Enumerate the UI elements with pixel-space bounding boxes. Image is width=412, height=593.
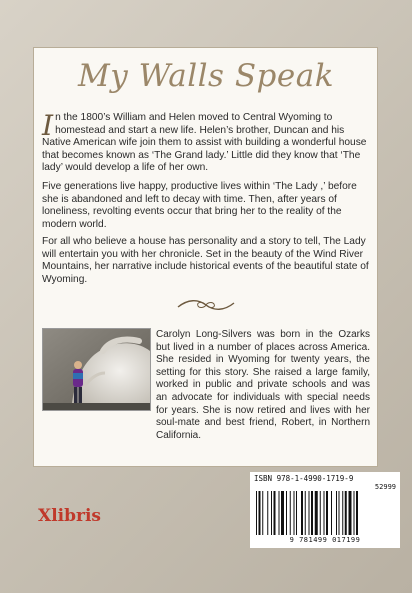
barcode-stripe [339,491,340,535]
barcode-stripe [271,491,272,535]
barcode-digits: 9 781499 017199 [289,536,361,544]
barcode-stripe [326,491,328,535]
barcode-stripe [320,491,321,535]
barcode-stripe [331,491,332,535]
barcode-stripe [274,491,276,535]
barcode-stripe [259,491,261,535]
barcode-stripe [290,491,291,535]
barcode-stripe [311,491,313,535]
author-photo [42,328,151,411]
price-code: 52999 [374,483,396,491]
barcode-stripe [356,491,358,535]
barcode-stripe [354,491,355,535]
barcode-stripe [301,491,303,535]
barcode-stripe [256,491,257,535]
ornament-swirl-icon [176,297,236,313]
barcode-stripe [305,491,306,535]
blurb-paragraph-1-text: n the 1800’s William and Helen moved to Central Wyoming to homestead and start a new life. Helen’s brother, Duncan and his Native American wife join them to assist with building a wonderful house that becomes known as ‘The Grand lady.’ Little did they know that ‘The lady’ would develop a life of her own. [42,112,367,174]
barcode-stripe [279,491,280,535]
blurb-paragraph-1 [42,109,370,175]
book-title: My Walls Speak [77,58,335,94]
barcode-stripe [349,491,352,535]
barcode-stripe [286,491,287,535]
barcode-area [250,472,400,548]
blurb-paragraph-3: For all who believe a house has personality and a story to tell, The Lady will entertain you with her chronicle. Set in the beauty of the Wind River Mountains, her narrative include historical events of the beautiful state of Wyoming. [42,236,369,285]
barcode-stripe [281,491,284,535]
barcode-stripe [262,491,263,535]
publisher-logo [38,506,101,526]
barcode-stripe [315,491,318,535]
barcode-stripe [309,491,310,535]
barcode-bars [254,491,396,538]
author-photo-image [43,329,151,411]
barcode-stripe [296,491,297,535]
barcode-stripe [342,491,343,535]
author-bio: Carolyn Long-Silvers was born in the Ozarks but lived in a number of places across America. She resided in Wyoming for twenty years, the setting for this story. She raised a large family, worked in public and private schools and was an advocate for individuals with special needs for years. She is now retired and lives with her soul-mate and best friend, Robert, in Northern California. [156,329,370,441]
isbn-text: ISBN 978-1-4990-1719-9 [254,474,354,483]
barcode-stripe [294,491,295,535]
barcode-stripe [267,491,268,535]
blurb-paragraph-2: Five generations live happy, productive lives within ‘The Lady ,’ before she is abandoned and left to decay with time. Then, after years of loneliness, revolting events occur that bring her to the reality of the modern world. [42,181,357,230]
barcode-stripe [324,491,325,535]
barcode-stripe [345,491,347,535]
drop-cap: I [42,109,54,142]
publisher-logo-text: Xlibris [38,506,101,526]
barcode-stripe [336,491,337,535]
